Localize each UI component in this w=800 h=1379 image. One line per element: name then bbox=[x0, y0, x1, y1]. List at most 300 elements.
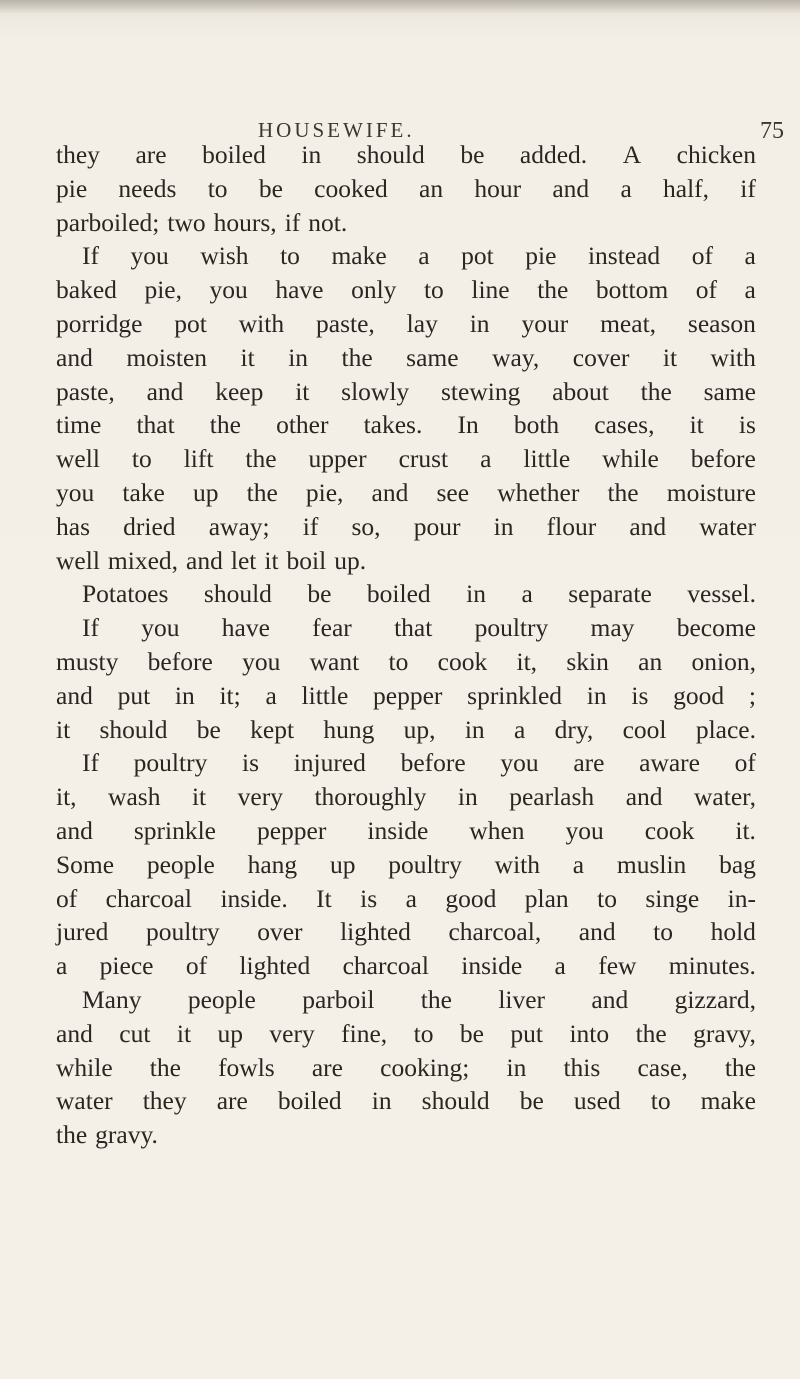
word: cook bbox=[437, 646, 488, 676]
text-line bbox=[56, 1118, 756, 1152]
word: up, bbox=[403, 714, 436, 744]
word: case, bbox=[637, 1052, 688, 1082]
word: water bbox=[699, 511, 756, 541]
word: of bbox=[185, 951, 208, 981]
word: inside bbox=[367, 815, 429, 845]
word: see bbox=[436, 477, 470, 507]
word: the bbox=[341, 342, 373, 372]
word: very bbox=[269, 1018, 315, 1048]
word: moisten bbox=[126, 342, 208, 372]
word: over bbox=[257, 917, 303, 947]
text-line bbox=[56, 611, 756, 645]
word: and bbox=[56, 342, 93, 372]
word: away; bbox=[208, 511, 270, 541]
word: you bbox=[500, 748, 539, 778]
word: in bbox=[464, 714, 485, 744]
text-line bbox=[56, 713, 756, 747]
word: and bbox=[371, 477, 409, 507]
word: plan bbox=[524, 883, 569, 913]
word: be bbox=[307, 579, 332, 609]
word: hours, bbox=[213, 207, 277, 237]
word: If bbox=[82, 748, 99, 778]
word: wish bbox=[200, 241, 249, 271]
word: to bbox=[423, 275, 444, 305]
text-line bbox=[56, 442, 756, 476]
word: to bbox=[388, 646, 409, 676]
word: skin bbox=[566, 646, 609, 676]
word: and bbox=[56, 815, 93, 845]
word: they bbox=[56, 140, 100, 169]
word: a bbox=[554, 951, 566, 981]
text-line bbox=[56, 239, 756, 273]
word: sprinkle bbox=[133, 815, 216, 845]
word: minutes. bbox=[668, 951, 756, 981]
word: dry, bbox=[554, 714, 594, 744]
word: bag bbox=[719, 849, 756, 879]
word: parboil bbox=[302, 984, 375, 1014]
word: the bbox=[420, 984, 452, 1014]
word: when bbox=[469, 815, 525, 845]
word: gravy, bbox=[693, 1018, 756, 1048]
word: If bbox=[82, 241, 99, 271]
word: are bbox=[573, 748, 605, 778]
word: hang bbox=[247, 849, 298, 879]
word: up. bbox=[334, 545, 367, 575]
word: singe bbox=[645, 883, 700, 913]
word: it bbox=[56, 714, 71, 744]
word: cut bbox=[119, 1018, 151, 1048]
word: muslin bbox=[616, 849, 687, 879]
word: you bbox=[242, 646, 281, 676]
word: a bbox=[744, 275, 756, 305]
word: is bbox=[242, 748, 260, 778]
word: a bbox=[265, 680, 277, 710]
word: fowls bbox=[218, 1052, 275, 1082]
word: Many bbox=[82, 984, 142, 1014]
word: in bbox=[466, 579, 486, 609]
word: hold bbox=[710, 917, 756, 947]
word: into bbox=[569, 1018, 610, 1048]
word: lift bbox=[183, 444, 214, 474]
word: be bbox=[258, 173, 283, 203]
word: are bbox=[216, 1086, 248, 1116]
word: up bbox=[217, 1018, 243, 1048]
word: piece bbox=[99, 951, 154, 981]
word: charcoal, bbox=[448, 917, 542, 947]
word: in bbox=[174, 680, 195, 710]
word: in bbox=[288, 342, 309, 372]
body-text bbox=[56, 138, 756, 1152]
word: are bbox=[135, 140, 167, 169]
word: upper bbox=[308, 444, 367, 474]
word: lay bbox=[406, 308, 438, 338]
word: liver bbox=[498, 984, 546, 1014]
word: of bbox=[695, 275, 717, 305]
word: half, bbox=[663, 173, 710, 203]
word: fear bbox=[312, 613, 352, 643]
word: charcoal bbox=[105, 883, 193, 913]
word: flour bbox=[546, 511, 597, 541]
word: pie, bbox=[144, 275, 182, 305]
word: it bbox=[176, 1018, 192, 1048]
word: and bbox=[552, 173, 590, 203]
word: want bbox=[309, 646, 360, 676]
word: very bbox=[237, 782, 283, 812]
word: pepper bbox=[256, 815, 327, 845]
word: make bbox=[331, 241, 387, 271]
word: up bbox=[192, 477, 219, 507]
word: used bbox=[573, 1086, 621, 1116]
word: should bbox=[356, 140, 425, 169]
word: has bbox=[56, 511, 90, 541]
word: become bbox=[676, 613, 756, 643]
word: that bbox=[136, 410, 175, 440]
word: should bbox=[421, 1086, 490, 1116]
word: so, bbox=[351, 511, 381, 541]
text-line bbox=[56, 375, 756, 409]
word: dried bbox=[123, 511, 176, 541]
word: a bbox=[521, 579, 533, 609]
word: while bbox=[56, 1052, 113, 1082]
word: lighted bbox=[340, 917, 411, 947]
word: good bbox=[445, 883, 497, 913]
word: to bbox=[280, 241, 300, 271]
word: if bbox=[284, 207, 301, 237]
word: it bbox=[191, 782, 207, 812]
word: same bbox=[703, 376, 756, 406]
word: water bbox=[56, 1086, 113, 1116]
text-line bbox=[56, 848, 756, 882]
word: pie bbox=[56, 173, 88, 203]
text-line bbox=[56, 679, 756, 713]
page-number: 75 bbox=[760, 118, 784, 144]
word: little bbox=[523, 444, 571, 474]
word: before bbox=[690, 444, 756, 474]
running-head: HOUSEWIFE. bbox=[258, 118, 415, 142]
word: ; bbox=[748, 680, 756, 710]
word: and bbox=[56, 1018, 93, 1048]
word: in bbox=[371, 1086, 392, 1116]
word: meat, bbox=[600, 308, 657, 338]
word: with bbox=[710, 342, 756, 372]
word: season bbox=[687, 308, 756, 338]
word: needs bbox=[118, 173, 177, 203]
text-line bbox=[56, 476, 756, 510]
word: the bbox=[246, 477, 278, 507]
word: the bbox=[56, 1120, 88, 1150]
word: hung bbox=[323, 714, 375, 744]
word: of bbox=[691, 241, 713, 271]
word: in bbox=[469, 308, 490, 338]
word: few bbox=[598, 951, 637, 981]
word: two bbox=[167, 207, 206, 237]
text-line bbox=[56, 949, 756, 983]
word: in- bbox=[727, 883, 756, 913]
word: you bbox=[565, 815, 604, 845]
word: before bbox=[400, 748, 466, 778]
word: be bbox=[459, 1018, 484, 1048]
word: a bbox=[572, 849, 585, 879]
word: the bbox=[607, 477, 639, 507]
word: crust bbox=[398, 444, 449, 474]
word: boiled bbox=[277, 1086, 342, 1116]
text-line bbox=[56, 341, 756, 375]
word: it bbox=[264, 545, 279, 575]
word: it bbox=[295, 376, 310, 406]
word: let bbox=[230, 545, 257, 575]
word: slowly bbox=[341, 376, 410, 406]
word: Potatoes bbox=[82, 579, 169, 609]
word: bottom bbox=[595, 275, 669, 305]
page-top-shadow bbox=[0, 0, 800, 14]
word: fine, bbox=[341, 1018, 388, 1048]
word: the bbox=[635, 1018, 667, 1048]
word: a bbox=[405, 883, 417, 913]
word: may bbox=[590, 613, 635, 643]
word: to bbox=[207, 173, 228, 203]
word: and bbox=[146, 376, 184, 406]
word: of bbox=[734, 748, 756, 778]
text-line bbox=[56, 746, 756, 780]
word: it bbox=[240, 342, 255, 372]
text-line bbox=[56, 1084, 756, 1118]
word: place. bbox=[695, 714, 756, 744]
word: and bbox=[56, 680, 93, 710]
word: a bbox=[56, 951, 68, 981]
word: a bbox=[744, 241, 756, 271]
text-line bbox=[56, 983, 756, 1017]
text-line bbox=[56, 273, 756, 307]
word: the bbox=[640, 376, 672, 406]
word: about bbox=[552, 376, 609, 406]
word: in bbox=[301, 140, 322, 169]
word: sprinkled bbox=[467, 680, 563, 710]
word: and bbox=[591, 984, 629, 1014]
word: good bbox=[673, 680, 725, 710]
word: take bbox=[122, 477, 165, 507]
word: inside. bbox=[220, 883, 288, 913]
word: and bbox=[578, 917, 616, 947]
word: and bbox=[625, 782, 663, 812]
word: pearlash bbox=[509, 782, 595, 812]
word: to bbox=[650, 1086, 671, 1116]
text-line bbox=[56, 577, 756, 611]
text-line bbox=[56, 814, 756, 848]
word: your bbox=[521, 308, 569, 338]
word: cooked bbox=[314, 173, 388, 203]
word: injured bbox=[293, 748, 366, 778]
word: and bbox=[186, 545, 223, 575]
word: Some bbox=[56, 849, 115, 879]
word: onion, bbox=[691, 646, 756, 676]
word: if bbox=[302, 511, 319, 541]
word: the bbox=[149, 1052, 181, 1082]
word: in bbox=[586, 680, 607, 710]
word: in bbox=[493, 511, 514, 541]
word: the bbox=[245, 444, 277, 474]
text-line bbox=[56, 408, 756, 442]
word: lighted bbox=[239, 951, 311, 981]
word: pie, bbox=[305, 477, 344, 507]
word: is bbox=[738, 410, 756, 440]
word: mixed, bbox=[107, 545, 179, 575]
word: other bbox=[276, 410, 329, 440]
word: gizzard, bbox=[674, 984, 756, 1014]
word: pour bbox=[413, 511, 461, 541]
word: make bbox=[700, 1086, 756, 1116]
word: aware bbox=[639, 748, 700, 778]
text-line bbox=[56, 780, 756, 814]
word: cool bbox=[622, 714, 667, 744]
word: the bbox=[209, 410, 241, 440]
word: of bbox=[56, 883, 78, 913]
word: pot bbox=[174, 308, 207, 338]
word: only bbox=[351, 275, 397, 305]
word: should bbox=[99, 714, 168, 744]
word: moisture bbox=[666, 477, 756, 507]
word: cooking; bbox=[380, 1052, 470, 1082]
word: have bbox=[221, 613, 270, 643]
word: whether bbox=[497, 477, 580, 507]
word: before bbox=[147, 646, 213, 676]
word: well bbox=[56, 444, 100, 474]
text-line bbox=[56, 307, 756, 341]
word: is bbox=[631, 680, 649, 710]
word: poultry bbox=[145, 917, 220, 947]
word: you bbox=[56, 477, 95, 507]
text-line bbox=[56, 544, 756, 578]
word: boiled bbox=[202, 140, 266, 169]
text-line bbox=[56, 1051, 756, 1085]
word: to bbox=[653, 917, 673, 947]
word: gravy. bbox=[95, 1120, 158, 1150]
word: this bbox=[563, 1052, 601, 1082]
word: water, bbox=[694, 782, 756, 812]
word: line bbox=[471, 275, 510, 305]
word: if bbox=[740, 173, 756, 203]
word: paste, bbox=[316, 308, 375, 338]
word: same bbox=[406, 342, 459, 372]
word: chicken bbox=[676, 140, 756, 169]
word: and bbox=[629, 511, 667, 541]
word: be bbox=[519, 1086, 544, 1116]
text-line bbox=[56, 645, 756, 679]
word: it bbox=[689, 410, 704, 440]
text-line bbox=[56, 206, 756, 240]
word: both bbox=[513, 410, 560, 440]
word: the bbox=[537, 275, 569, 305]
word: it, bbox=[516, 646, 538, 676]
word: poultry bbox=[388, 849, 462, 879]
word: people bbox=[187, 984, 256, 1014]
word: cover bbox=[572, 342, 630, 372]
word: charcoal bbox=[342, 951, 429, 981]
word: instead bbox=[587, 241, 661, 271]
text-line bbox=[56, 510, 756, 544]
word: a bbox=[418, 241, 430, 271]
word: that bbox=[394, 613, 433, 643]
word: with bbox=[494, 849, 540, 879]
word: separate bbox=[568, 579, 652, 609]
word: have bbox=[275, 275, 324, 305]
word: a bbox=[620, 173, 632, 203]
text-line bbox=[56, 915, 756, 949]
word: with bbox=[238, 308, 285, 338]
word: put bbox=[117, 680, 151, 710]
word: If bbox=[82, 613, 99, 643]
word: to bbox=[597, 883, 617, 913]
word: up bbox=[329, 849, 356, 879]
word: poultry bbox=[133, 748, 208, 778]
text-line bbox=[56, 172, 756, 206]
word: an bbox=[638, 646, 663, 676]
word: porridge bbox=[56, 308, 143, 338]
word: time bbox=[56, 410, 102, 440]
word: pie bbox=[525, 241, 557, 271]
word: a bbox=[480, 444, 492, 474]
word: the bbox=[724, 1052, 756, 1082]
word: you bbox=[209, 275, 248, 305]
text-line bbox=[56, 1017, 756, 1051]
word: paste, bbox=[56, 376, 115, 406]
word: poultry bbox=[474, 613, 549, 643]
word: keep bbox=[215, 376, 264, 406]
word: well bbox=[56, 545, 100, 575]
word: be bbox=[460, 140, 485, 169]
word: boil bbox=[286, 545, 327, 575]
word: while bbox=[602, 444, 659, 474]
word: vessel. bbox=[687, 579, 756, 609]
word: stewing bbox=[441, 376, 521, 406]
word: wash bbox=[108, 782, 161, 812]
word: to bbox=[413, 1018, 434, 1048]
word: jured bbox=[56, 917, 109, 947]
word: it; bbox=[219, 680, 241, 710]
word: put bbox=[510, 1018, 544, 1048]
word: cases, bbox=[594, 410, 655, 440]
text-line bbox=[56, 882, 756, 916]
word: to bbox=[131, 444, 152, 474]
word: inside bbox=[461, 951, 523, 981]
word: not. bbox=[308, 207, 348, 237]
word: baked bbox=[56, 275, 117, 305]
word: are bbox=[311, 1052, 343, 1082]
word: takes. bbox=[363, 410, 423, 440]
word: kept bbox=[250, 714, 295, 744]
word: it. bbox=[735, 815, 756, 845]
word: it, bbox=[56, 782, 77, 812]
word: little bbox=[301, 680, 349, 710]
word: is bbox=[360, 883, 378, 913]
text-line bbox=[56, 138, 756, 172]
word: you bbox=[130, 241, 169, 271]
word: should bbox=[203, 579, 272, 609]
word: cook bbox=[644, 815, 695, 845]
word: in bbox=[457, 782, 478, 812]
word: pot bbox=[461, 241, 494, 271]
word: an bbox=[419, 173, 444, 203]
word: way, bbox=[492, 342, 540, 372]
word: you bbox=[141, 613, 180, 643]
word: parboiled; bbox=[56, 207, 160, 237]
word: boiled bbox=[366, 579, 431, 609]
word: added. bbox=[519, 140, 588, 169]
word: thoroughly bbox=[314, 782, 427, 812]
word: In bbox=[457, 410, 479, 440]
word: pepper bbox=[373, 680, 443, 710]
word: it bbox=[662, 342, 678, 372]
word: musty bbox=[56, 646, 119, 676]
